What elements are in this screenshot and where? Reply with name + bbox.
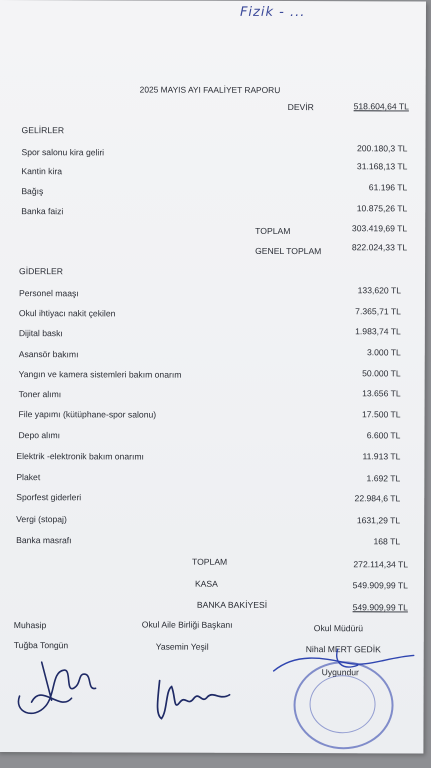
expense-total-value: 272.114,34 TL <box>353 559 409 570</box>
grand-total-value: 822.024,33 TL <box>351 242 408 253</box>
income-label-3: Banka faizi <box>21 206 64 217</box>
income-label-1: Kantin kira <box>21 166 63 177</box>
income-value-0: 200.180,3 TL <box>356 143 408 154</box>
kasa-label: KASA <box>194 578 218 589</box>
income-heading: GELİRLER <box>21 125 65 136</box>
accountant-signature <box>11 652 97 722</box>
bank-balance-label: BANKA BAKİYESİ <box>196 599 268 610</box>
expense-total-label: TOPLAM <box>192 556 228 567</box>
expense-label-5: Toner alımı <box>18 389 62 400</box>
expense-value-9: 1.692 TL <box>366 473 401 484</box>
expense-value-7: 6.600 TL <box>366 430 401 441</box>
expense-label-11: Vergi (stopaj) <box>16 514 67 525</box>
expense-label-6: File yapımı (kütüphane-spor salonu) <box>18 409 157 420</box>
expense-label-3: Asansör bakımı <box>18 349 79 360</box>
bank-balance-value: 549.909,99 TL <box>352 602 408 613</box>
income-value-1: 31.168,13 TL <box>356 161 408 172</box>
principal-name: Nihal MERT GEDİK <box>305 644 381 655</box>
expense-value-5: 13.656 TL <box>362 388 401 399</box>
expense-value-2: 1.983,74 TL <box>355 326 401 337</box>
expense-label-8: Elektrik -elektronik bakım onarımı <box>16 451 144 462</box>
expense-heading: GİDERLER <box>19 266 64 277</box>
expense-label-2: Dijital baskı <box>18 328 63 339</box>
income-total-label: TOPLAM <box>255 225 291 237</box>
expense-value-8: 11.913 TL <box>362 451 401 462</box>
expense-value-11: 1631,29 TL <box>356 515 401 526</box>
expense-value-10: 22.984,6 TL <box>354 493 401 504</box>
stamp-inner-ring <box>309 675 375 733</box>
expense-label-1: Okul ihtiyacı nakit çekilen <box>18 308 116 319</box>
parent-union-signature <box>149 661 235 723</box>
expense-label-0: Personel maaşı <box>18 288 79 299</box>
devir-label: DEVİR <box>287 102 314 113</box>
income-label-0: Spor salonu kira geliri <box>21 147 105 158</box>
expense-value-0: 133,620 TL <box>357 285 402 296</box>
expense-label-9: Plaket <box>16 472 41 483</box>
parent-union-title: Okul Aile Birliği Başkanı <box>141 619 233 630</box>
handwritten-note: Fizik - ... <box>239 4 306 21</box>
expense-label-4: Yangın ve kamera sistemleri bakım onarım <box>18 369 182 380</box>
expense-value-6: 17.500 TL <box>361 409 401 420</box>
expense-value-1: 7.365,71 TL <box>355 306 401 317</box>
school-stamp <box>293 661 393 749</box>
expense-label-10: Sporfest giderleri <box>16 492 82 503</box>
income-total-value: 303.419,69 TL <box>351 223 408 234</box>
expense-label-12: Banka masrafı <box>16 535 72 546</box>
income-value-3: 10.875,26 TL <box>356 203 408 214</box>
expense-value-3: 3.000 TL <box>366 347 401 358</box>
report-title: 2025 MAYIS AYI FAALİYET RAPORU <box>139 84 281 95</box>
income-label-2: Bağış <box>21 186 44 197</box>
expense-label-7: Depo alımı <box>18 430 61 441</box>
devir-value: 518.604,64 TL <box>353 101 409 112</box>
accountant-name: Tuğba Tongün <box>13 640 69 651</box>
principal-title: Okul Müdürü <box>313 623 364 634</box>
accountant-title: Muhasip <box>13 620 47 631</box>
expense-value-4: 50.000 TL <box>362 368 401 379</box>
parent-union-name: Yasemin Yeşil <box>155 641 209 652</box>
income-value-2: 61.196 TL <box>368 182 408 193</box>
grand-total-label: GENEL TOPLAM <box>255 245 322 257</box>
expense-value-12: 168 TL <box>373 536 401 547</box>
kasa-value: 549.909,99 TL <box>352 580 408 591</box>
approval-text: Uygundur <box>321 667 359 678</box>
